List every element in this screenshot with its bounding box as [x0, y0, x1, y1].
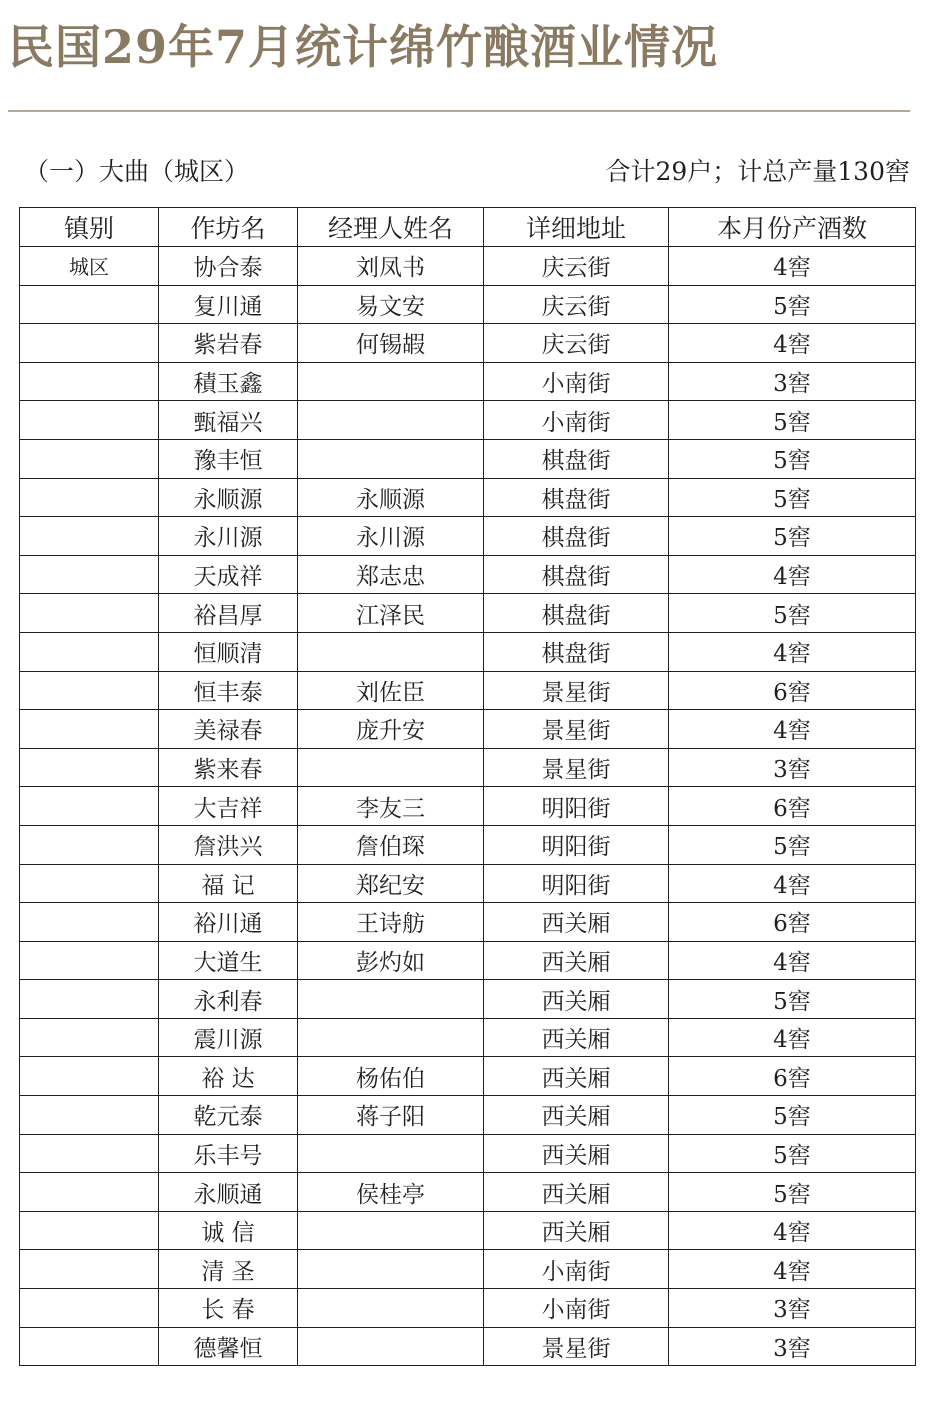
cell-workshop-name: 恒顺清 [159, 632, 298, 671]
cell-manager-name [298, 1327, 484, 1366]
cell-manager-name [298, 362, 484, 401]
table-row [20, 1250, 916, 1289]
cell-manager-name [298, 632, 484, 671]
cell-address: 庆云街 [484, 285, 669, 324]
table-row [20, 748, 916, 787]
table-row [20, 1057, 916, 1096]
cell-address: 小南街 [484, 1289, 669, 1328]
table-row [20, 439, 916, 478]
cell-monthly-output: 6窖 [669, 787, 916, 826]
cell-manager-name: 郑纪安 [298, 864, 484, 903]
cell-workshop-name: 豫丰恒 [159, 439, 298, 478]
cell-workshop-name: 诚 信 [159, 1211, 298, 1250]
cell-address: 棋盘街 [484, 517, 669, 556]
table-row [20, 1018, 916, 1057]
section-summary: 合计29户；计总产量130窖 [605, 157, 910, 186]
cell-manager-name: 永顺源 [298, 478, 484, 517]
cell-town [20, 1250, 159, 1289]
cell-manager-name: 杨佑伯 [298, 1057, 484, 1096]
cell-town [20, 324, 159, 363]
table-row [20, 362, 916, 401]
table-row [20, 247, 916, 286]
cell-manager-name [298, 1018, 484, 1057]
cell-address: 西关厢 [484, 1057, 669, 1096]
cell-town [20, 478, 159, 517]
cell-monthly-output: 5窖 [669, 825, 916, 864]
cell-town [20, 864, 159, 903]
table-row [20, 517, 916, 556]
table-row [20, 1289, 916, 1328]
cell-address: 小南街 [484, 362, 669, 401]
cell-address: 西关厢 [484, 1173, 669, 1212]
cell-address: 棋盘街 [484, 632, 669, 671]
cell-town [20, 1173, 159, 1212]
cell-workshop-name: 甄福兴 [159, 401, 298, 440]
cell-manager-name [298, 1250, 484, 1289]
cell-manager-name: 庞升安 [298, 710, 484, 749]
header-manager-name: 经理人姓名 [298, 208, 484, 247]
cell-manager-name: 蒋子阳 [298, 1096, 484, 1135]
cell-monthly-output: 4窖 [669, 1018, 916, 1057]
cell-manager-name: 彭灼如 [298, 941, 484, 980]
cell-address: 景星街 [484, 671, 669, 710]
table-row [20, 1134, 916, 1173]
page-title: 民国29年7月统计绵竹酿酒业情况 [8, 20, 719, 74]
cell-monthly-output: 4窖 [669, 247, 916, 286]
cell-manager-name: 江泽民 [298, 594, 484, 633]
cell-town [20, 517, 159, 556]
cell-workshop-name: 震川源 [159, 1018, 298, 1057]
cell-monthly-output: 5窖 [669, 401, 916, 440]
cell-manager-name: 永川源 [298, 517, 484, 556]
cell-workshop-name: 清 圣 [159, 1250, 298, 1289]
cell-monthly-output: 5窖 [669, 1096, 916, 1135]
cell-monthly-output: 5窖 [669, 980, 916, 1019]
cell-address: 棋盘街 [484, 555, 669, 594]
cell-town [20, 903, 159, 942]
cell-town [20, 748, 159, 787]
header-monthly-output: 本月份产酒数 [669, 208, 916, 247]
cell-monthly-output: 4窖 [669, 1250, 916, 1289]
table-row [20, 1327, 916, 1366]
cell-monthly-output: 5窖 [669, 517, 916, 556]
cell-town [20, 1327, 159, 1366]
header-town: 镇别 [20, 208, 159, 247]
cell-address: 明阳街 [484, 825, 669, 864]
cell-manager-name: 郑志忠 [298, 555, 484, 594]
cell-workshop-name: 紫岩春 [159, 324, 298, 363]
cell-address: 西关厢 [484, 980, 669, 1019]
cell-town [20, 941, 159, 980]
cell-address: 西关厢 [484, 1211, 669, 1250]
cell-monthly-output: 4窖 [669, 1211, 916, 1250]
cell-town [20, 1096, 159, 1135]
cell-town: 城区 [20, 247, 159, 286]
cell-address: 棋盘街 [484, 594, 669, 633]
cell-town [20, 1134, 159, 1173]
cell-manager-name: 詹伯琛 [298, 825, 484, 864]
cell-workshop-name: 紫来春 [159, 748, 298, 787]
cell-town [20, 285, 159, 324]
table-row [20, 1096, 916, 1135]
cell-town [20, 1211, 159, 1250]
cell-monthly-output: 4窖 [669, 632, 916, 671]
cell-workshop-name: 美禄春 [159, 710, 298, 749]
cell-manager-name: 刘凤书 [298, 247, 484, 286]
cell-workshop-name: 裕 达 [159, 1057, 298, 1096]
cell-town [20, 671, 159, 710]
cell-workshop-name: 詹洪兴 [159, 825, 298, 864]
cell-town [20, 594, 159, 633]
cell-address: 明阳街 [484, 787, 669, 826]
cell-workshop-name: 積玉鑫 [159, 362, 298, 401]
table-row [20, 401, 916, 440]
cell-manager-name: 何锡嘏 [298, 324, 484, 363]
cell-monthly-output: 5窖 [669, 439, 916, 478]
cell-address: 西关厢 [484, 1096, 669, 1135]
cell-manager-name [298, 439, 484, 478]
cell-workshop-name: 永顺通 [159, 1173, 298, 1212]
cell-workshop-name: 乾元泰 [159, 1096, 298, 1135]
cell-workshop-name: 永川源 [159, 517, 298, 556]
table-row [20, 787, 916, 826]
cell-town [20, 825, 159, 864]
table-row [20, 980, 916, 1019]
cell-monthly-output: 5窖 [669, 1134, 916, 1173]
cell-monthly-output: 5窖 [669, 285, 916, 324]
cell-address: 小南街 [484, 401, 669, 440]
liquor-workshop-table [19, 207, 916, 1366]
cell-address: 景星街 [484, 1327, 669, 1366]
cell-monthly-output: 6窖 [669, 1057, 916, 1096]
cell-workshop-name: 天成祥 [159, 555, 298, 594]
cell-manager-name [298, 1211, 484, 1250]
table-header-row [20, 208, 916, 247]
cell-manager-name [298, 980, 484, 1019]
cell-town [20, 1289, 159, 1328]
cell-monthly-output: 6窖 [669, 903, 916, 942]
header-address: 详细地址 [484, 208, 669, 247]
cell-workshop-name: 恒丰泰 [159, 671, 298, 710]
cell-manager-name [298, 401, 484, 440]
table-row [20, 324, 916, 363]
table-row [20, 632, 916, 671]
cell-address: 棋盘街 [484, 478, 669, 517]
cell-manager-name: 刘佐臣 [298, 671, 484, 710]
cell-town [20, 980, 159, 1019]
cell-workshop-name: 乐丰号 [159, 1134, 298, 1173]
cell-town [20, 401, 159, 440]
cell-monthly-output: 4窖 [669, 324, 916, 363]
cell-monthly-output: 4窖 [669, 941, 916, 980]
cell-town [20, 439, 159, 478]
cell-monthly-output: 4窖 [669, 555, 916, 594]
cell-monthly-output: 5窖 [669, 478, 916, 517]
cell-workshop-name: 永利春 [159, 980, 298, 1019]
cell-address: 庆云街 [484, 324, 669, 363]
table-row [20, 1211, 916, 1250]
cell-manager-name [298, 1134, 484, 1173]
cell-manager-name: 易文安 [298, 285, 484, 324]
cell-town [20, 632, 159, 671]
table-row [20, 671, 916, 710]
table-row [20, 903, 916, 942]
cell-monthly-output: 4窖 [669, 864, 916, 903]
cell-town [20, 555, 159, 594]
cell-workshop-name: 大吉祥 [159, 787, 298, 826]
cell-monthly-output: 5窖 [669, 594, 916, 633]
cell-address: 小南街 [484, 1250, 669, 1289]
cell-town [20, 362, 159, 401]
cell-address: 景星街 [484, 748, 669, 787]
cell-town [20, 787, 159, 826]
cell-address: 西关厢 [484, 1018, 669, 1057]
cell-workshop-name: 福 记 [159, 864, 298, 903]
cell-monthly-output: 3窖 [669, 362, 916, 401]
table-row [20, 285, 916, 324]
cell-workshop-name: 长 春 [159, 1289, 298, 1328]
table-row [20, 1173, 916, 1212]
cell-workshop-name: 永顺源 [159, 478, 298, 517]
table-row [20, 825, 916, 864]
cell-manager-name [298, 1289, 484, 1328]
cell-manager-name: 侯桂亭 [298, 1173, 484, 1212]
cell-monthly-output: 3窖 [669, 748, 916, 787]
cell-monthly-output: 4窖 [669, 710, 916, 749]
cell-manager-name [298, 748, 484, 787]
section-subtitle: （一）大曲（城区） [24, 157, 250, 186]
cell-workshop-name: 协合泰 [159, 247, 298, 286]
cell-address: 庆云街 [484, 247, 669, 286]
cell-workshop-name: 复川通 [159, 285, 298, 324]
cell-town [20, 710, 159, 749]
cell-address: 明阳街 [484, 864, 669, 903]
table-row [20, 710, 916, 749]
cell-workshop-name: 大道生 [159, 941, 298, 980]
cell-monthly-output: 6窖 [669, 671, 916, 710]
table-row [20, 941, 916, 980]
title-divider [8, 110, 910, 112]
cell-workshop-name: 德馨恒 [159, 1327, 298, 1366]
cell-address: 景星街 [484, 710, 669, 749]
cell-town [20, 1018, 159, 1057]
cell-manager-name: 王诗舫 [298, 903, 484, 942]
table-row [20, 555, 916, 594]
cell-town [20, 1057, 159, 1096]
table-row [20, 478, 916, 517]
table-row [20, 864, 916, 903]
header-workshop-name: 作坊名 [159, 208, 298, 247]
table-row [20, 594, 916, 633]
cell-address: 棋盘街 [484, 439, 669, 478]
cell-manager-name: 李友三 [298, 787, 484, 826]
cell-monthly-output: 3窖 [669, 1289, 916, 1328]
cell-workshop-name: 裕昌厚 [159, 594, 298, 633]
cell-address: 西关厢 [484, 941, 669, 980]
cell-monthly-output: 3窖 [669, 1327, 916, 1366]
cell-monthly-output: 5窖 [669, 1173, 916, 1212]
cell-workshop-name: 裕川通 [159, 903, 298, 942]
cell-address: 西关厢 [484, 1134, 669, 1173]
cell-address: 西关厢 [484, 903, 669, 942]
